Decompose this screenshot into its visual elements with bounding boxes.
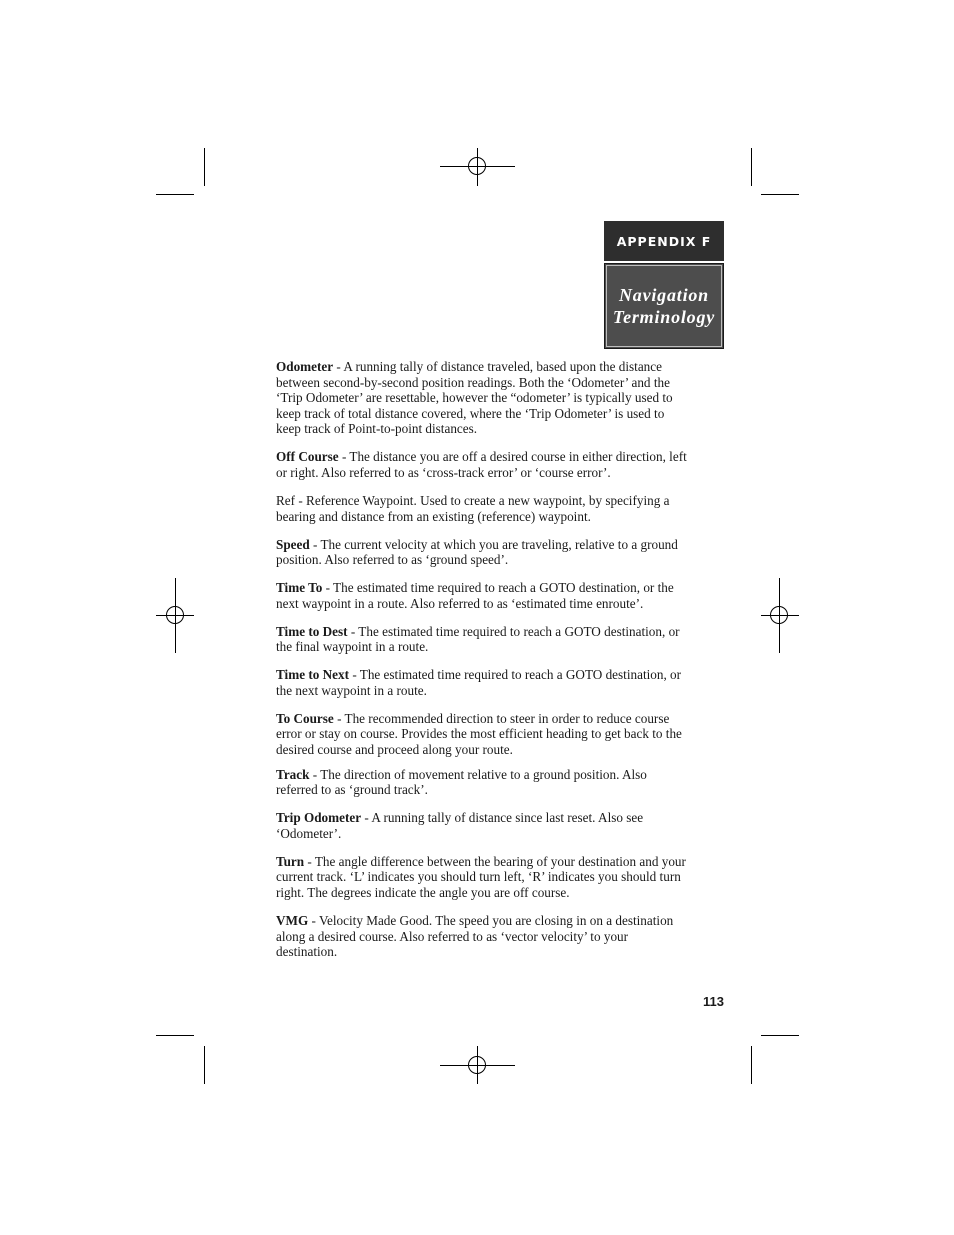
term: Track [276, 766, 310, 782]
term: Ref [276, 492, 296, 508]
definition: - Velocity Made Good. The speed you are closing in on a destination along a desired course. Also referred to as ‘vector velocity’ to your destination. [276, 912, 674, 960]
glossary-entry-vmg [276, 913, 690, 960]
glossary-entry-track [276, 767, 690, 798]
glossary [276, 359, 690, 972]
definition: - The distance you are off a desired course in either direction, left or right. Also referred to as ‘cross-track error’ or ‘course error’. [276, 449, 687, 480]
term: VMG [276, 912, 309, 928]
definition: - The estimated time required to reach a GOTO destination, or the next waypoint in a route. Also referred to as ‘estimated time enroute’. [276, 580, 674, 611]
glossary-entry-trip-odometer [276, 810, 690, 841]
definition: - The direction of movement relative to a ground position. Also referred to as ‘ground track’. [276, 766, 647, 798]
term: Time to Dest [276, 623, 348, 639]
definition: - The estimated time required to reach a GOTO destination, or the final waypoint in a route. [276, 623, 680, 655]
glossary-entry-off-course [276, 449, 690, 480]
glossary-entry-to-course [276, 711, 690, 758]
definition: - The estimated time required to reach a GOTO destination, or the next waypoint in a route. [276, 667, 682, 698]
section-title-line1: Navigation [618, 285, 709, 305]
glossary-entry-ref [276, 493, 690, 524]
section-title-line2: Terminology [612, 307, 716, 327]
section-title [604, 263, 724, 349]
definition: - Reference Waypoint. Used to create a new waypoint, by specifying a bearing and distance from an existing (reference) waypoint. [276, 492, 670, 524]
definition: - A running tally of distance traveled, based upon the distance between second-by-second position readings. Both the ‘Odometer’ and the ‘Trip Odometer’ are resettable, however the “odometer’ is typically used to keep track of total distance covered, where the ‘Trip Odometer’ is used to keep track of Point-to-point distances. [276, 359, 673, 437]
glossary-entry-time-to [276, 580, 690, 611]
glossary-entry-time-to-dest [276, 624, 690, 655]
glossary-entry-turn [276, 854, 690, 901]
definition: - The angle difference between the bearing of your destination and your current track. ‘L’ indicates you should turn left, ‘R’ indicates you should turn right. The degrees indicate the angle you are off course. [276, 853, 686, 900]
term: Time To [276, 580, 323, 596]
term: Trip Odometer [276, 810, 362, 826]
term: Time to Next [276, 667, 350, 683]
term: Odometer [276, 359, 334, 374]
definition: - The current velocity at which you are traveling, relative to a ground position. Also referred to as ‘ground speed’. [276, 536, 678, 568]
glossary-entry-odometer [276, 359, 690, 437]
definition: - A running tally of distance since last reset. Also see ‘Odometer’. [276, 810, 644, 841]
term: Speed [276, 536, 310, 552]
term: To Course [276, 710, 334, 726]
glossary-entry-time-to-next [276, 667, 690, 698]
glossary-entry-speed [276, 537, 690, 568]
page-number: 113 [703, 994, 724, 1009]
term: Off Course [276, 449, 339, 465]
definition: - The recommended direction to steer in order to reduce course error or stay on course. Provides the most efficient heading to get back to the desired course and proceed along your route. [276, 710, 682, 758]
appendix-tab [604, 221, 724, 261]
term: Turn [276, 853, 305, 869]
appendix-label: APPENDIX F [616, 233, 712, 249]
